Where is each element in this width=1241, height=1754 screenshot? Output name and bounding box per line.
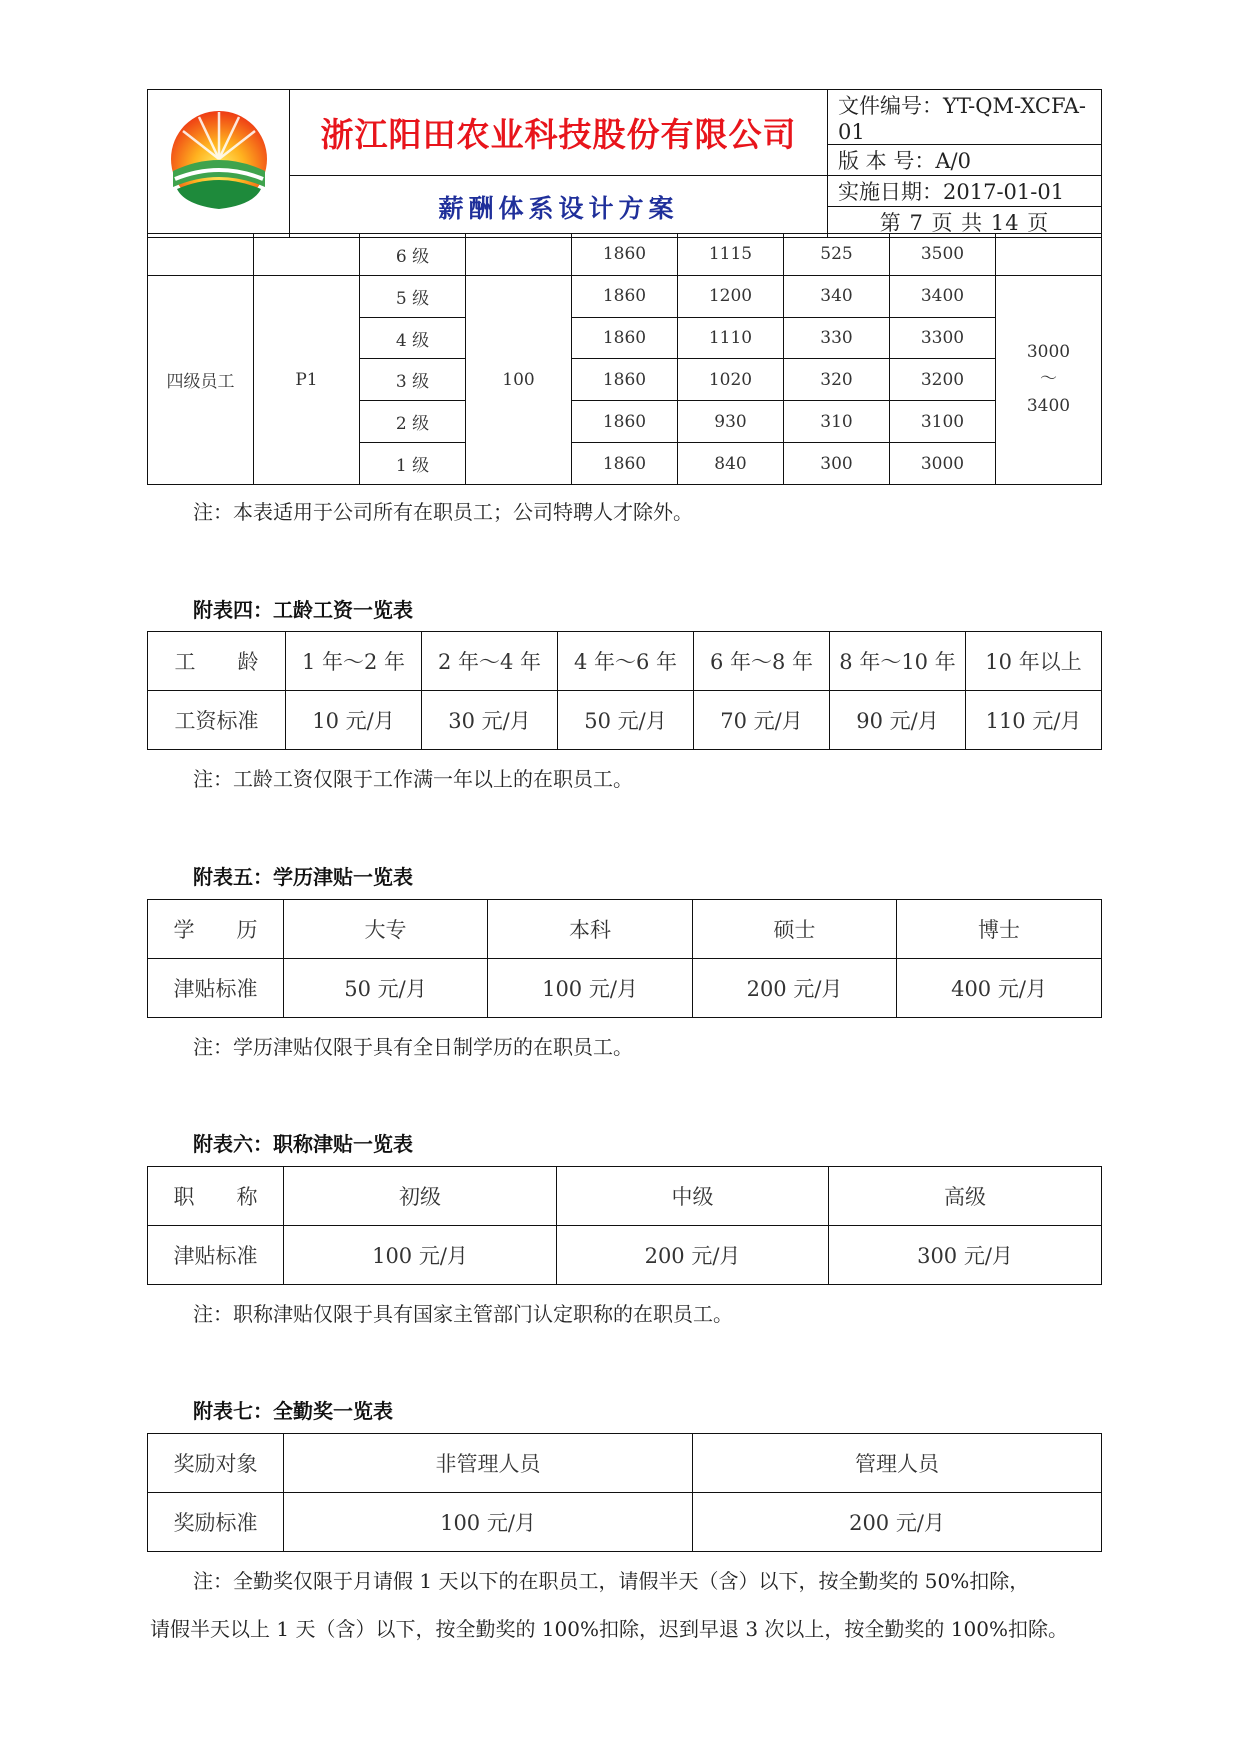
table-cell: 50 元/月 [284,959,488,1018]
table-cell: 3400 [890,275,996,317]
row-label: 奖励标准 [148,1493,284,1552]
page-indicator: 第 7 页 共 14 页 [828,207,1102,238]
title-allowance-table [147,1166,1102,1285]
column-header: 博士 [897,900,1102,959]
column-header: 1 年～2 年 [286,632,422,691]
column-header: 高级 [829,1167,1102,1226]
column-header: 8 年～10 年 [830,632,966,691]
table-cell: 840 [678,443,784,485]
seniority-heading: 附表四：工龄工资一览表 [193,598,413,622]
seniority-note: 注：工龄工资仅限于工作满一年以上的在职员工。 [193,767,633,791]
table-cell: 1200 [678,275,784,317]
row-label: 津贴标准 [148,1226,284,1285]
title-allowance-heading: 附表六：职称津贴一览表 [193,1132,413,1156]
table-cell: 930 [678,401,784,443]
education-heading: 附表五：学历津贴一览表 [193,865,413,889]
salary-range: 3000 ～ 3400 [996,275,1102,484]
company-name: 浙江阳田农业科技股份有限公司 [320,115,797,154]
table-cell: 3500 [890,234,996,276]
table-row [148,1434,1102,1493]
table-row [148,1167,1102,1226]
table-cell: 3200 [890,359,996,401]
table-cell: 200 元/月 [693,959,897,1018]
table-row [148,691,1102,750]
column-header: 2 年～4 年 [422,632,558,691]
table-row [148,1226,1102,1285]
row-label: 职 称 [148,1167,284,1226]
table-cell: 100 元/月 [488,959,693,1018]
table-cell: 1860 [572,275,678,317]
table-row [148,234,1102,276]
education-table [147,899,1102,1018]
table-cell: 300 [784,443,890,485]
doc-version: 版 本 号：A/0 [828,145,1102,176]
table-cell: 1860 [572,359,678,401]
column-header: 初级 [284,1167,557,1226]
table-cell: 200 元/月 [693,1493,1102,1552]
table-cell: 3100 [890,401,996,443]
table-cell: 1110 [678,317,784,359]
table-cell: 320 [784,359,890,401]
column-header: 4 年～6 年 [558,632,694,691]
column-header: 硕士 [693,900,897,959]
table-cell: 110 元/月 [966,691,1102,750]
grade-cell: 3 级 [360,359,466,401]
effective-date: 实施日期：2017-01-01 [828,176,1102,207]
sun-field-logo-icon [163,109,275,213]
table-cell: 100 元/月 [284,1493,693,1552]
grade-cell: 6 级 [360,234,466,276]
table-cell: 1860 [572,443,678,485]
title-allowance-note: 注：职称津贴仅限于具有国家主管部门认定职称的在职员工。 [193,1302,733,1326]
table-cell: 1860 [572,401,678,443]
grade-table-note: 注：本表适用于公司所有在职员工；公司特聘人才除外。 [193,500,693,524]
column-header: 本科 [488,900,693,959]
column-header: 6 年～8 年 [694,632,830,691]
position-code: P1 [254,275,360,484]
grade-cell: 2 级 [360,401,466,443]
row-label: 奖励对象 [148,1434,284,1493]
table-row [148,275,1102,317]
grade-cell: 5 级 [360,275,466,317]
attendance-heading: 附表七：全勤奖一览表 [193,1399,393,1423]
table-cell: 90 元/月 [830,691,966,750]
attendance-note-line2: 请假半天以上 1 天（含）以下，按全勤奖的 100%扣除，迟到早退 3 次以上，按全勤奖的 100%扣除。 [150,1617,1068,1641]
shared-value: 100 [466,275,572,484]
company-logo [148,90,290,238]
table-cell: 400 元/月 [897,959,1102,1018]
education-note: 注：学历津贴仅限于具有全日制学历的在职员工。 [193,1035,633,1059]
table-cell: 10 元/月 [286,691,422,750]
table-cell: 3300 [890,317,996,359]
table-cell: 1020 [678,359,784,401]
employee-category: 四级员工 [148,275,254,484]
attendance-table [147,1433,1102,1552]
column-header: 大专 [284,900,488,959]
seniority-table [147,631,1102,750]
doc-number: 文件编号：YT-QM-XCFA-01 [828,90,1102,145]
table-cell: 300 元/月 [829,1226,1102,1285]
table-cell: 340 [784,275,890,317]
salary-grade-table [147,233,1102,485]
attendance-note-line1: 注：全勤奖仅限于月请假 1 天以下的在职员工，请假半天（含）以下，按全勤奖的 50%扣除， [193,1569,1030,1593]
grade-cell: 1 级 [360,443,466,485]
table-cell: 310 [784,401,890,443]
table-cell: 1860 [572,234,678,276]
table-cell: 200 元/月 [557,1226,829,1285]
column-header: 管理人员 [693,1434,1102,1493]
column-header: 非管理人员 [284,1434,693,1493]
table-row [148,900,1102,959]
document-header [147,89,1102,238]
table-cell: 70 元/月 [694,691,830,750]
table-row [148,632,1102,691]
document-title: 薪酬体系设计方案 [438,193,679,223]
table-row [148,1493,1102,1552]
table-cell: 3000 [890,443,996,485]
row-label: 工 龄 [148,632,286,691]
table-cell: 330 [784,317,890,359]
table-cell: 525 [784,234,890,276]
column-header: 10 年以上 [966,632,1102,691]
table-cell: 50 元/月 [558,691,694,750]
column-header: 中级 [557,1167,829,1226]
table-row [148,959,1102,1018]
table-cell: 1115 [678,234,784,276]
table-cell: 1860 [572,317,678,359]
row-label: 津贴标准 [148,959,284,1018]
row-label: 工资标准 [148,691,286,750]
grade-cell: 4 级 [360,317,466,359]
table-cell: 30 元/月 [422,691,558,750]
row-label: 学 历 [148,900,284,959]
table-cell: 100 元/月 [284,1226,557,1285]
